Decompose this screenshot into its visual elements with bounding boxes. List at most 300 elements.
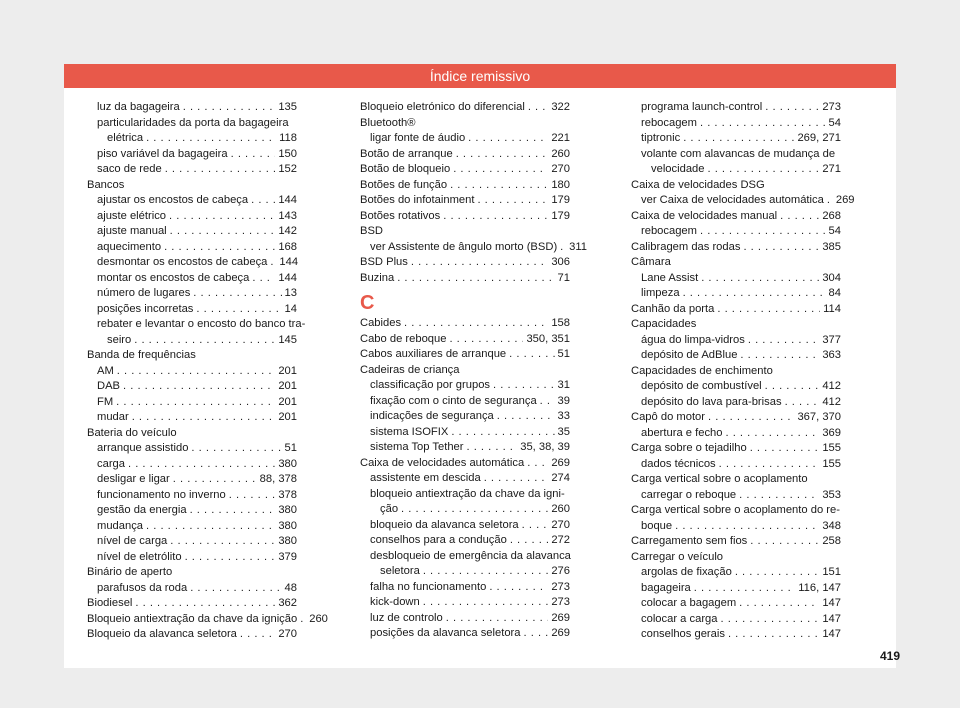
dot-leader xyxy=(560,240,566,256)
index-entry xyxy=(87,255,297,271)
entry-page-ref: 269 xyxy=(835,194,855,206)
dot-leader xyxy=(146,519,275,535)
index-column-2 xyxy=(360,100,588,642)
entry-label: arranque assistido xyxy=(97,442,189,454)
dot-leader xyxy=(735,565,820,581)
entry-page-ref: 147 xyxy=(822,612,841,625)
index-entry xyxy=(87,302,297,318)
dot-leader xyxy=(700,224,826,240)
entry-page-ref: 144 xyxy=(278,271,297,284)
dot-leader xyxy=(397,271,554,287)
dot-leader xyxy=(449,332,523,348)
entry-page-ref: 35 xyxy=(557,425,570,438)
dot-leader xyxy=(510,533,548,549)
index-entry xyxy=(360,626,570,642)
entry-page-ref: 377 xyxy=(822,333,841,346)
entry-label: Capô do motor xyxy=(631,411,706,423)
entry-label: carregar o reboque xyxy=(641,488,737,501)
index-entry xyxy=(87,286,297,302)
index-heading: BSD xyxy=(360,225,384,237)
index-entry xyxy=(360,255,570,271)
entry-label: Carga sobre o tejadilho xyxy=(631,442,747,454)
dot-leader xyxy=(540,394,555,410)
dot-leader xyxy=(423,564,549,580)
entry-label: aquecimento xyxy=(97,240,162,253)
section-letter: C xyxy=(360,292,375,314)
entry-label: depósito do lava para-brisas xyxy=(641,395,782,408)
dot-leader xyxy=(191,441,281,457)
index-heading: Câmara xyxy=(631,256,671,268)
entry-page-ref: 118 xyxy=(279,132,297,144)
index-entry xyxy=(631,286,841,302)
dot-leader xyxy=(164,240,275,256)
dot-leader xyxy=(717,302,820,318)
index-entry xyxy=(87,441,297,457)
dot-leader xyxy=(468,131,548,147)
index-entry xyxy=(631,441,841,457)
index-entry xyxy=(360,425,570,441)
index-entry xyxy=(631,131,841,147)
entry-label: bagageira xyxy=(641,581,691,594)
dot-leader xyxy=(423,595,549,611)
dot-leader xyxy=(169,209,275,225)
entry-label: mudar xyxy=(97,411,129,423)
index-entry xyxy=(360,533,570,549)
index-entry xyxy=(87,395,297,411)
index-entry xyxy=(87,612,328,628)
entry-page-ref: 144 xyxy=(278,194,297,206)
entry-page-ref: 269 xyxy=(551,456,570,469)
entry-label: bloqueio da alavanca seletora xyxy=(370,518,519,531)
entry-label: ajuste manual xyxy=(97,225,167,237)
entry-page-ref: 258 xyxy=(822,535,841,547)
entry-page-ref: 260 xyxy=(551,503,570,515)
entry-label: ver Caixa de velocidades automática xyxy=(641,194,824,206)
entry-page-ref: 144 xyxy=(279,256,299,268)
entry-label: Canhão da porta xyxy=(631,302,715,315)
entry-page-ref: 179 xyxy=(551,209,570,222)
entry-label: parafusos da roda xyxy=(97,581,188,594)
entry-page-ref: 35, 38, 39 xyxy=(520,441,570,453)
index-entry xyxy=(87,162,297,178)
entry-page-ref: 270 xyxy=(551,163,570,175)
entry-label: luz de controlo xyxy=(370,611,443,624)
entry-page-ref: 51 xyxy=(284,442,297,454)
dot-leader xyxy=(450,178,548,194)
entry-label: luz da bagageira xyxy=(97,101,180,113)
entry-page-ref: 353 xyxy=(822,488,841,501)
index-heading: Capacidades xyxy=(631,318,697,330)
dot-leader xyxy=(196,302,281,318)
index-entry xyxy=(87,596,297,612)
dot-leader xyxy=(456,147,549,163)
entry-label: montar os encostos de cabeça xyxy=(97,271,250,284)
index-entry xyxy=(360,394,570,410)
entry-label: Carregamento sem fios xyxy=(631,535,748,547)
entry-label: falha no funcionamento xyxy=(370,580,487,593)
entry-page-ref: 158 xyxy=(551,317,570,329)
dot-leader xyxy=(728,627,819,643)
entry-label: fixação com o cinto de segurança xyxy=(370,394,537,407)
entry-label: DAB xyxy=(97,380,121,392)
index-entry xyxy=(631,410,841,426)
index-entry xyxy=(87,240,297,256)
entry-page-ref: 152 xyxy=(278,163,297,175)
index-entry xyxy=(87,224,297,240)
dot-leader xyxy=(765,100,819,116)
dot-leader xyxy=(411,255,548,271)
dot-leader xyxy=(170,224,276,240)
entry-page-ref: 269 xyxy=(551,611,570,624)
dot-leader xyxy=(451,425,554,441)
entry-label: argolas de fixação xyxy=(641,566,732,578)
entry-page-ref: 142 xyxy=(278,225,297,237)
entry-label: água do limpa-vidros xyxy=(641,333,745,346)
entry-page-ref: 180 xyxy=(551,178,570,191)
index-subline: bloqueio antiextração da chave da igni- xyxy=(370,487,565,500)
entry-label: sistema ISOFIX xyxy=(370,425,449,438)
entry-label: Caixa de velocidades manual xyxy=(631,209,778,222)
index-column-3 xyxy=(631,100,855,643)
dot-leader xyxy=(700,116,826,132)
index-entry xyxy=(631,596,841,612)
entry-label: depósito de AdBlue xyxy=(641,349,738,361)
dot-leader xyxy=(740,348,819,364)
dot-leader xyxy=(132,410,276,426)
entry-page-ref: 155 xyxy=(822,442,841,454)
entry-page-ref: 51 xyxy=(557,348,570,360)
index-entry xyxy=(360,595,570,611)
dot-leader xyxy=(300,612,306,628)
index-entry xyxy=(631,627,841,643)
entry-page-ref: 201 xyxy=(278,395,297,408)
index-entry xyxy=(87,550,297,566)
dot-leader xyxy=(694,581,796,597)
index-entry xyxy=(631,116,841,132)
index-entry xyxy=(360,271,570,287)
index-entry xyxy=(631,348,841,364)
dot-leader xyxy=(190,503,276,519)
index-entry xyxy=(631,519,841,535)
page-title: Índice remissivo xyxy=(429,68,531,84)
entry-page-ref: 379 xyxy=(278,550,297,563)
dot-leader xyxy=(489,580,548,596)
index-entry xyxy=(631,612,841,628)
entry-label: Botão de arranque xyxy=(360,147,453,160)
index-subline: desbloqueio de emergência da alavanca xyxy=(370,549,571,562)
index-entry xyxy=(631,426,841,442)
entry-label: Botão de bloqueio xyxy=(360,163,451,175)
entry-page-ref: 380 xyxy=(278,504,297,516)
index-heading: Bateria do veículo xyxy=(87,426,177,439)
index-entry xyxy=(360,332,570,348)
dot-leader xyxy=(765,379,820,395)
entry-label: velocidade xyxy=(651,163,705,175)
entry-label: Caixa de velocidades automática xyxy=(360,456,525,469)
entry-page-ref: 350, 351 xyxy=(526,332,570,345)
dot-leader xyxy=(134,333,275,349)
index-entry xyxy=(631,271,841,287)
entry-page-ref: 367, 370 xyxy=(797,411,841,423)
entry-page-ref: 273 xyxy=(551,580,570,593)
entry-page-ref: 147 xyxy=(822,628,841,640)
entry-page-ref: 271 xyxy=(822,163,841,175)
entry-label: Bloqueio da alavanca seletora xyxy=(87,628,237,640)
dot-leader xyxy=(785,395,820,411)
dot-leader xyxy=(675,519,819,535)
index-entry xyxy=(360,316,570,332)
index-entry xyxy=(360,564,570,580)
index-entry xyxy=(631,488,841,504)
entry-page-ref: 39 xyxy=(557,394,570,407)
dot-leader xyxy=(117,364,276,380)
entry-page-ref: 48 xyxy=(284,581,297,594)
index-entry xyxy=(631,302,841,318)
index-heading: Carga vertical sobre o acoplamento do re- xyxy=(631,504,840,516)
dot-leader xyxy=(524,626,549,642)
dot-leader xyxy=(477,193,548,209)
entry-page-ref: 306 xyxy=(551,256,570,268)
index-entry xyxy=(87,271,297,287)
index-entry xyxy=(87,147,297,163)
entry-label: Botões rotativos xyxy=(360,209,441,222)
dot-leader xyxy=(497,409,555,425)
index-entry xyxy=(631,100,841,116)
entry-page-ref: 362 xyxy=(278,597,297,609)
index-entry xyxy=(631,457,841,473)
entry-page-ref: 270 xyxy=(551,518,570,531)
index-subline: volante com alavancas de mudança de xyxy=(641,147,836,160)
dot-leader xyxy=(739,596,819,612)
entry-page-ref: 135 xyxy=(278,101,297,113)
entry-label: Cabos auxiliares de arranque xyxy=(360,348,507,360)
index-entry xyxy=(360,193,570,209)
dot-leader xyxy=(493,378,555,394)
index-entry xyxy=(360,456,570,472)
index-entry xyxy=(360,502,570,518)
dot-leader xyxy=(183,100,276,116)
index-entry xyxy=(87,534,297,550)
dot-leader xyxy=(443,209,548,225)
entry-page-ref: 304 xyxy=(822,271,841,284)
entry-page-ref: 88, 378 xyxy=(259,473,297,485)
index-heading: Caixa de velocidades DSG xyxy=(631,178,765,191)
entry-label: Calibragem das rodas xyxy=(631,240,741,253)
entry-page-ref: 179 xyxy=(551,194,570,206)
dot-leader xyxy=(128,457,275,473)
index-heading: Banda de frequências xyxy=(87,349,196,361)
entry-label: ajuste elétrico xyxy=(97,209,167,222)
entry-page-ref: 33 xyxy=(557,410,570,422)
entry-page-ref: 380 xyxy=(278,457,297,470)
entry-page-ref: 348 xyxy=(822,519,841,532)
entry-label: seletora xyxy=(380,565,420,577)
index-entry xyxy=(360,518,570,534)
entry-page-ref: 201 xyxy=(278,411,297,423)
entry-label: funcionamento no inverno xyxy=(97,488,226,501)
dot-leader xyxy=(116,395,275,411)
index-entry xyxy=(360,471,570,487)
entry-label: nível de carga xyxy=(97,535,168,547)
dot-leader xyxy=(683,286,826,302)
dot-leader xyxy=(251,193,275,209)
index-heading: Cadeiras de criança xyxy=(360,363,460,376)
dot-leader xyxy=(467,440,518,456)
dot-leader xyxy=(123,379,275,395)
entry-page-ref: 268 xyxy=(822,209,841,222)
entry-page-ref: 272 xyxy=(551,534,570,546)
entry-page-ref: 260 xyxy=(309,612,328,625)
entry-page-ref: 54 xyxy=(828,116,841,129)
index-entry xyxy=(87,193,297,209)
entry-label: Cabo de reboque xyxy=(360,332,447,345)
dot-leader xyxy=(750,534,819,550)
index-entry xyxy=(360,409,570,425)
dot-leader xyxy=(170,534,275,550)
index-entry xyxy=(87,472,297,488)
entry-page-ref: 412 xyxy=(822,395,841,408)
entry-page-ref: 155 xyxy=(822,457,841,470)
entry-label: posições incorretas xyxy=(97,302,194,315)
entry-page-ref: 116, 147 xyxy=(798,581,841,594)
dot-leader xyxy=(509,347,554,363)
entry-label: Botões de função xyxy=(360,178,448,191)
entry-label: Lane Assist xyxy=(641,271,699,284)
dot-leader xyxy=(708,162,820,178)
index-entry xyxy=(360,580,570,596)
index-heading: Bluetooth® xyxy=(360,116,416,129)
index-entry xyxy=(360,162,570,178)
dot-leader xyxy=(173,472,257,488)
index-entry xyxy=(631,240,841,256)
entry-page-ref: 221 xyxy=(551,132,570,144)
index-entry xyxy=(360,100,570,116)
entry-page-ref: 260 xyxy=(551,147,570,160)
entry-page-ref: 145 xyxy=(278,333,297,346)
entry-label: Bloqueio eletrónico do diferencial xyxy=(360,101,525,113)
entry-label: BSD Plus xyxy=(360,256,408,268)
entry-page-ref: 201 xyxy=(278,380,297,392)
entry-label: assistente em descida xyxy=(370,472,481,484)
entry-page-ref: 369 xyxy=(822,426,841,439)
dot-leader xyxy=(701,271,819,287)
index-heading: Capacidades de enchimento xyxy=(631,364,773,377)
entry-page-ref: 54 xyxy=(828,225,841,237)
entry-page-ref: 276 xyxy=(551,565,570,577)
entry-label: colocar a bagagem xyxy=(641,597,737,609)
index-entry xyxy=(360,178,570,194)
index-entry xyxy=(360,209,570,225)
entry-label: ver Assistente de ângulo morto (BSD) xyxy=(370,240,558,253)
entry-page-ref: 380 xyxy=(278,535,297,547)
dot-leader xyxy=(725,426,819,442)
entry-label: conselhos gerais xyxy=(641,628,725,640)
entry-label: programa launch-control xyxy=(641,101,763,113)
entry-label: Botões do infotainment xyxy=(360,194,475,206)
entry-label: número de lugares xyxy=(97,287,191,299)
entry-page-ref: 269, 271 xyxy=(797,132,841,144)
entry-label: seiro xyxy=(107,333,132,346)
entry-label: desligar e ligar xyxy=(97,473,170,485)
entry-page-ref: 114 xyxy=(823,302,841,315)
index-entry xyxy=(360,440,570,456)
index-heading: Bancos xyxy=(87,178,125,191)
entry-page-ref: 322 xyxy=(551,101,570,113)
dot-leader xyxy=(527,456,548,472)
dot-leader xyxy=(750,441,820,457)
entry-label: abertura e fecho xyxy=(641,426,723,439)
index-entry xyxy=(87,209,297,225)
entry-page-ref: 385 xyxy=(822,240,841,253)
entry-page-ref: 151 xyxy=(822,566,841,578)
entry-label: rebocagem xyxy=(641,116,697,129)
dot-leader xyxy=(446,611,549,627)
entry-label: Buzina xyxy=(360,271,395,284)
index-entry xyxy=(87,488,297,504)
index-entry xyxy=(87,333,297,349)
dot-leader xyxy=(270,255,276,271)
entry-label: tiptronic xyxy=(641,132,681,144)
index-entry xyxy=(360,347,570,363)
entry-label: indicações de segurança xyxy=(370,410,494,422)
entry-page-ref: 31 xyxy=(557,379,570,391)
entry-label: dados técnicos xyxy=(641,457,716,470)
entry-label: sistema Top Tether xyxy=(370,441,464,453)
entry-label: Biodiesel xyxy=(87,597,133,609)
index-entry xyxy=(631,534,841,550)
index-entry xyxy=(360,240,588,256)
index-entry xyxy=(360,611,570,627)
dot-leader xyxy=(404,316,548,332)
index-entry xyxy=(87,519,297,535)
dot-leader xyxy=(721,612,820,628)
entry-label: kick-down xyxy=(370,596,420,608)
entry-label: conselhos para a condução xyxy=(370,534,507,546)
entry-label: ajustar os encostos de cabeça xyxy=(97,194,249,206)
index-entry xyxy=(631,224,841,240)
dot-leader xyxy=(484,471,549,487)
entry-page-ref: 269 xyxy=(551,627,570,639)
entry-label: AM xyxy=(97,364,114,377)
dot-leader xyxy=(739,488,819,504)
entry-page-ref: 71 xyxy=(557,271,570,284)
entry-label: nível de eletrólito xyxy=(97,550,182,563)
entry-page-ref: 147 xyxy=(822,597,841,609)
index-entry xyxy=(360,131,570,147)
entry-page-ref: 84 xyxy=(828,287,841,299)
index-subline: particularidades da porta da bagageira xyxy=(97,116,289,129)
dot-leader xyxy=(146,131,276,147)
entry-page-ref: 363 xyxy=(822,349,841,361)
entry-label: boque xyxy=(641,519,673,532)
index-entry xyxy=(631,581,841,597)
entry-label: classificação por grupos xyxy=(370,379,491,391)
dot-leader xyxy=(401,502,548,518)
index-entry xyxy=(87,627,297,643)
entry-label: ligar fonte de áudio xyxy=(370,132,466,144)
index-entry xyxy=(631,379,841,395)
entry-page-ref: 168 xyxy=(278,240,297,253)
index-entry xyxy=(631,209,841,225)
entry-label: carga xyxy=(97,457,125,470)
entry-page-ref: 201 xyxy=(278,364,297,377)
entry-label: Cabides xyxy=(360,317,402,329)
index-entry xyxy=(87,379,297,395)
dot-leader xyxy=(719,457,820,473)
entry-label: desmontar os encostos de cabeça xyxy=(97,256,268,268)
dot-leader xyxy=(708,410,794,426)
index-entry xyxy=(631,162,841,178)
